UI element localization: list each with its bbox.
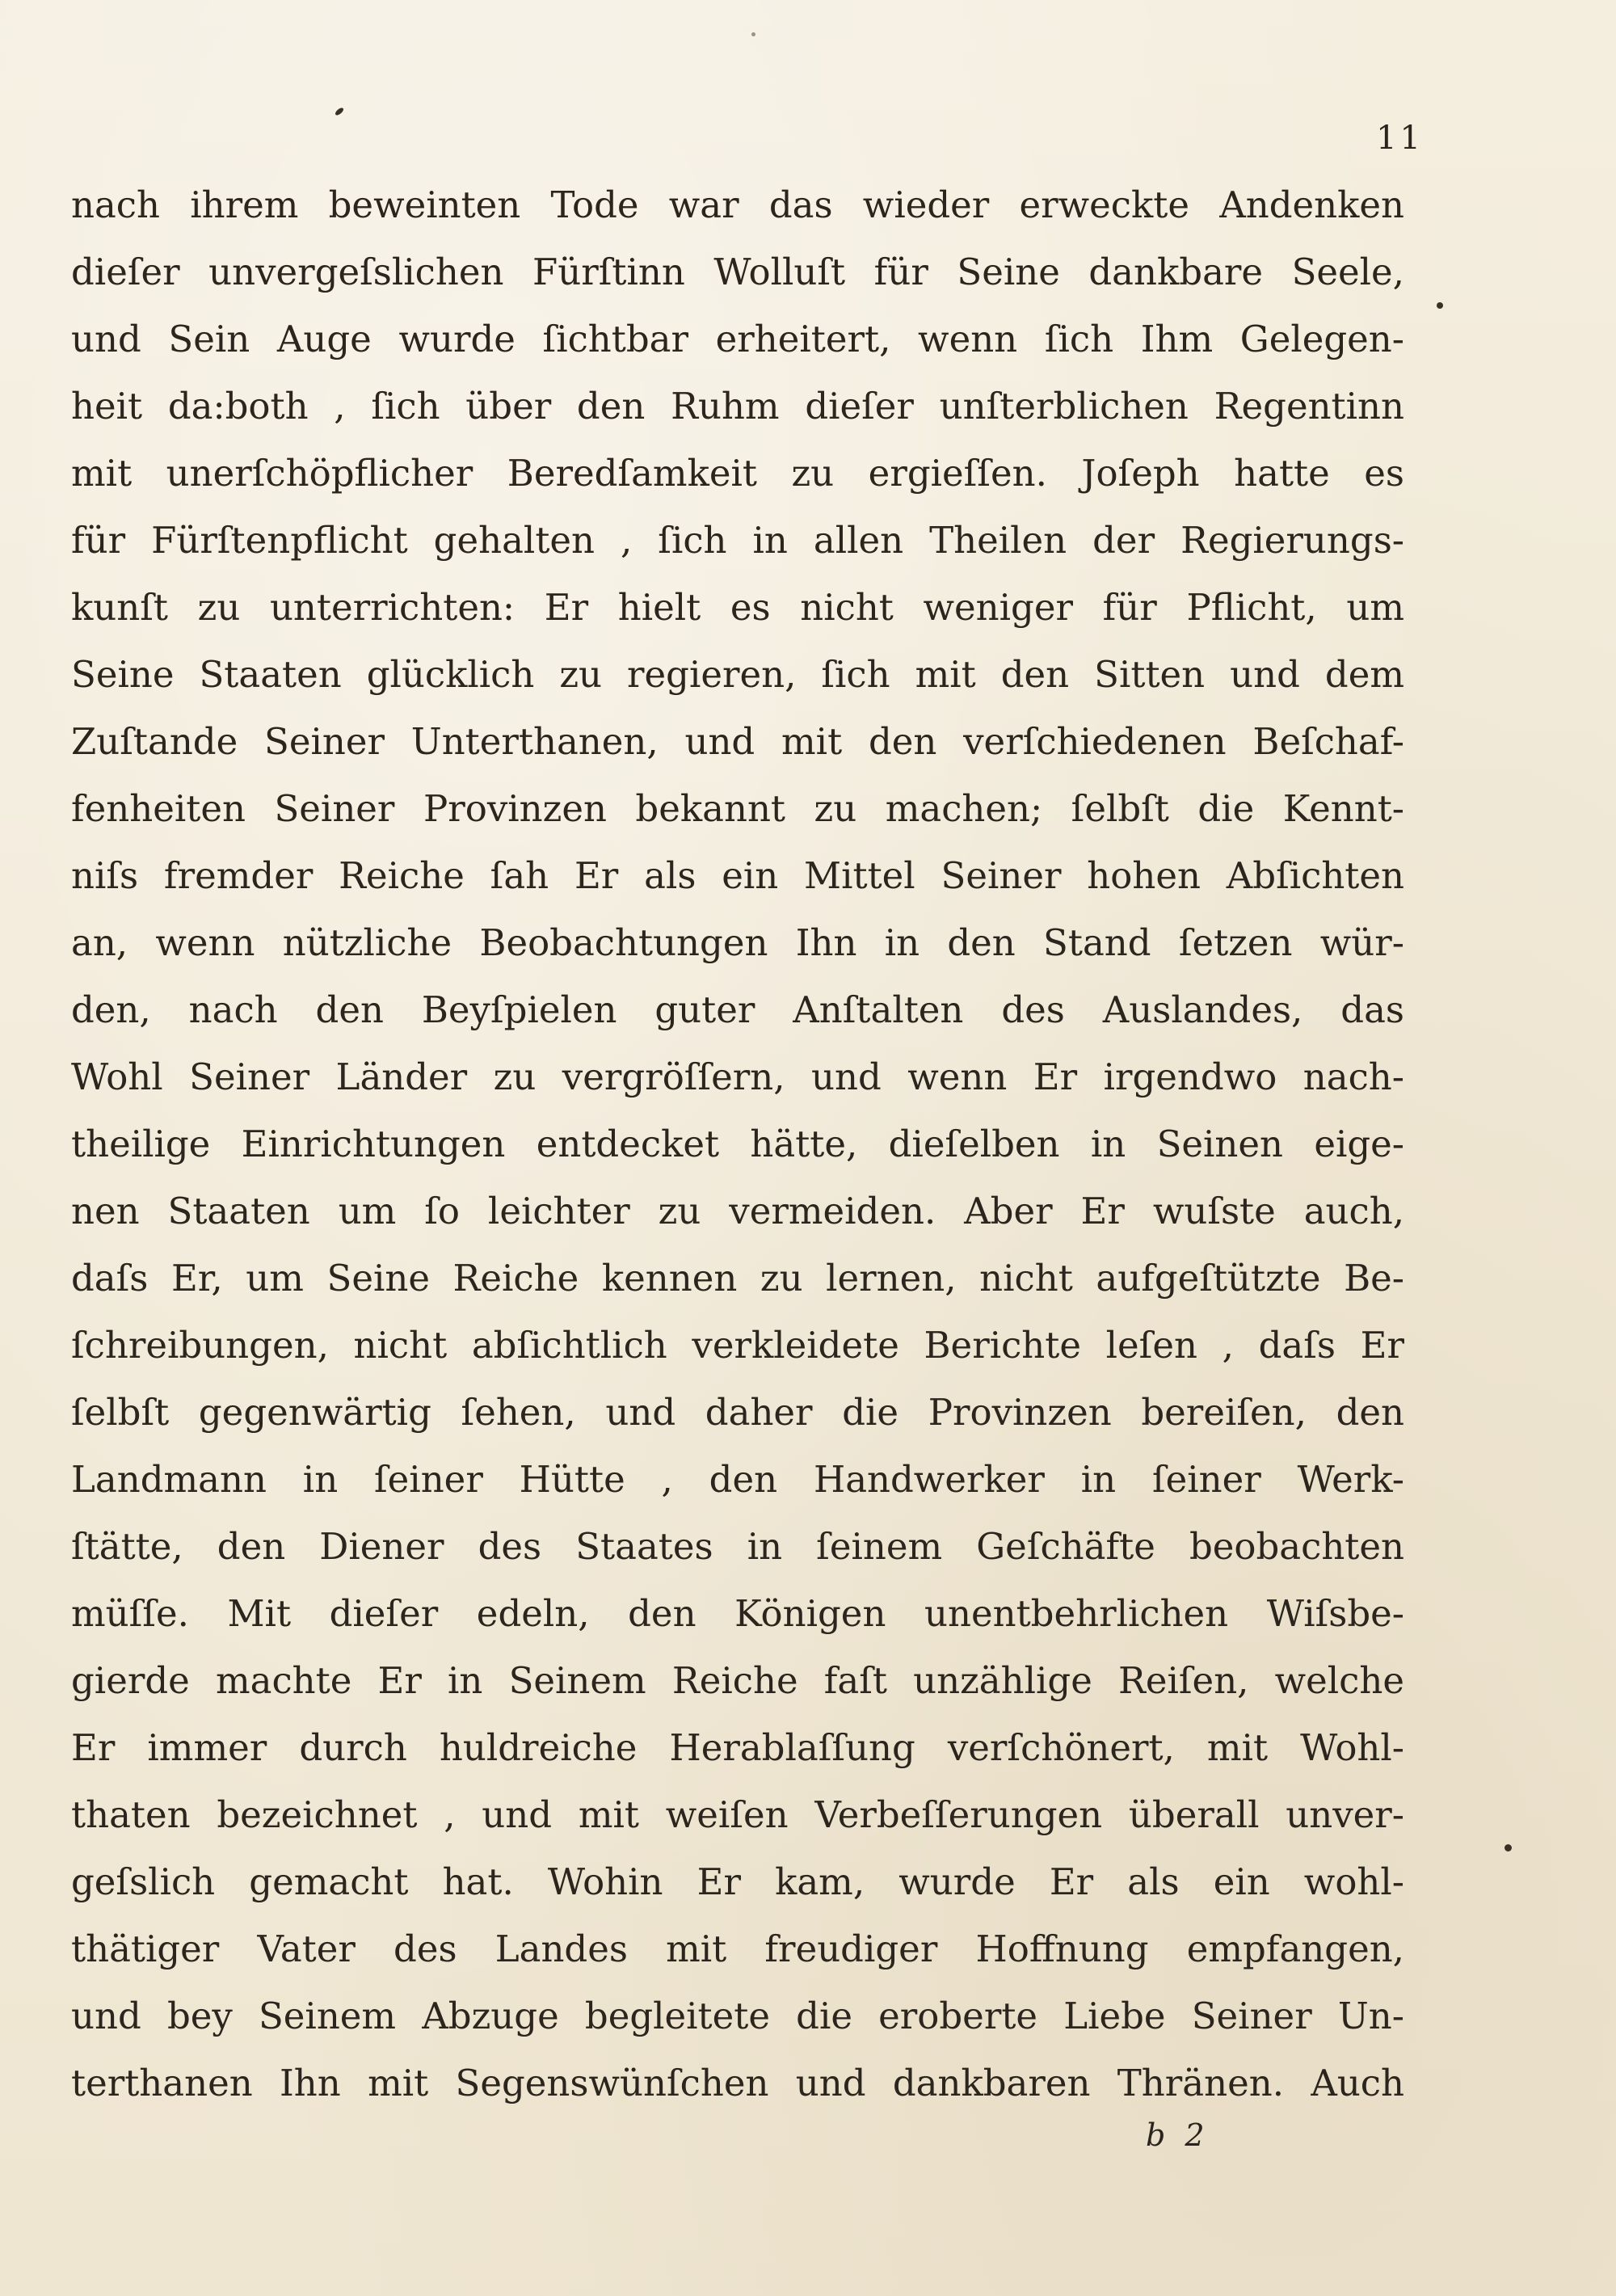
text-line: daſs Er, um Seine Reiche kennen zu lernen, nicht aufgeſtützte Be- [71,1257,1404,1300]
text-line: mit unerſchöpflicher Beredſamkeit zu ergieſſen. Joſeph hatte es [71,452,1404,495]
text-line: Seine Staaten glücklich zu regieren, ſich mit den Sitten und dem [71,653,1404,696]
paper-speck [334,107,344,116]
text-line: für Fürſtenpflicht gehalten , ſich in allen Theilen der Regierungs- [71,519,1404,562]
text-line: Landmann in ſeiner Hütte , den Handwerker in ſeiner Werk- [71,1458,1404,1501]
text-line: terthanen Ihn mit Segenswünſchen und dankbaren Thränen. Auch [71,2062,1404,2104]
text-line: gierde machte Er in Seinem Reiche faſt unzählige Reiſen, welche [71,1659,1404,1702]
text-line: nach ihrem beweinten Tode war das wieder erweckte Andenken [71,183,1404,226]
text-line: an, wenn nützliche Beobachtungen Ihn in den Stand ſetzen wür- [71,921,1404,964]
paper-speck [1437,302,1443,309]
text-line: fenheiten Seiner Provinzen bekannt zu machen; ſelbſt die Kennt- [71,787,1404,830]
page-number: 11 [1376,120,1424,157]
paper-speck [1504,1844,1512,1852]
text-line: den, nach den Beyſpielen guter Anſtalten des Auslandes, das [71,988,1404,1031]
text-line: und bey Seinem Abzuge begleitete die eroberte Liebe Seiner Un- [71,1995,1404,2037]
body-text [71,171,1404,2117]
text-line: ſtätte, den Diener des Staates in ſeinem Geſchäfte beobachten [71,1525,1404,1568]
paper-speck [751,32,755,36]
text-line: thätiger Vater des Landes mit freudiger Hoffnung empfangen, [71,1927,1404,1970]
text-line: heit da:both , ſich über den Ruhm dieſer unſterblichen Regentinn [71,385,1404,428]
text-line: Er immer durch huldreiche Herablaſſung verſchönert, mit Wohl- [71,1726,1404,1769]
text-line: kunſt zu unterrichten: Er hielt es nicht weniger für Pflicht, um [71,586,1404,629]
text-line: dieſer unvergeſslichen Fürſtinn Wolluſt für Seine dankbare Seele, [71,251,1404,293]
text-line: ſchreibungen, nicht abſichtlich verkleidete Berichte leſen , daſs Er [71,1324,1404,1367]
signature-mark: b 2 [1146,2117,1210,2153]
text-line: Wohl Seiner Länder zu vergröſſern, und wenn Er irgendwo nach- [71,1055,1404,1098]
text-line: ſelbſt gegenwärtig ſehen, und daher die Provinzen bereiſen, den [71,1391,1404,1434]
text-line: niſs fremder Reiche ſah Er als ein Mittel Seiner hohen Abſichten [71,854,1404,897]
text-line: Zuſtande Seiner Unterthanen, und mit den verſchiedenen Beſchaf- [71,720,1404,763]
text-line: nen Staaten um ſo leichter zu vermeiden. Aber Er wuſste auch, [71,1190,1404,1232]
text-line: thaten bezeichnet , und mit weiſen Verbeſſerungen überall unver- [71,1793,1404,1836]
text-line: theilige Einrichtungen entdecket hätte, dieſelben in Seinen eige- [71,1123,1404,1165]
text-line: geſslich gemacht hat. Wohin Er kam, wurde Er als ein wohl- [71,1860,1404,1903]
text-line: müſſe. Mit dieſer edeln, den Königen unentbehrlichen Wiſsbe- [71,1592,1404,1635]
text-line: und Sein Auge wurde ſichtbar erheitert, wenn ſich Ihm Gelegen- [71,318,1404,360]
